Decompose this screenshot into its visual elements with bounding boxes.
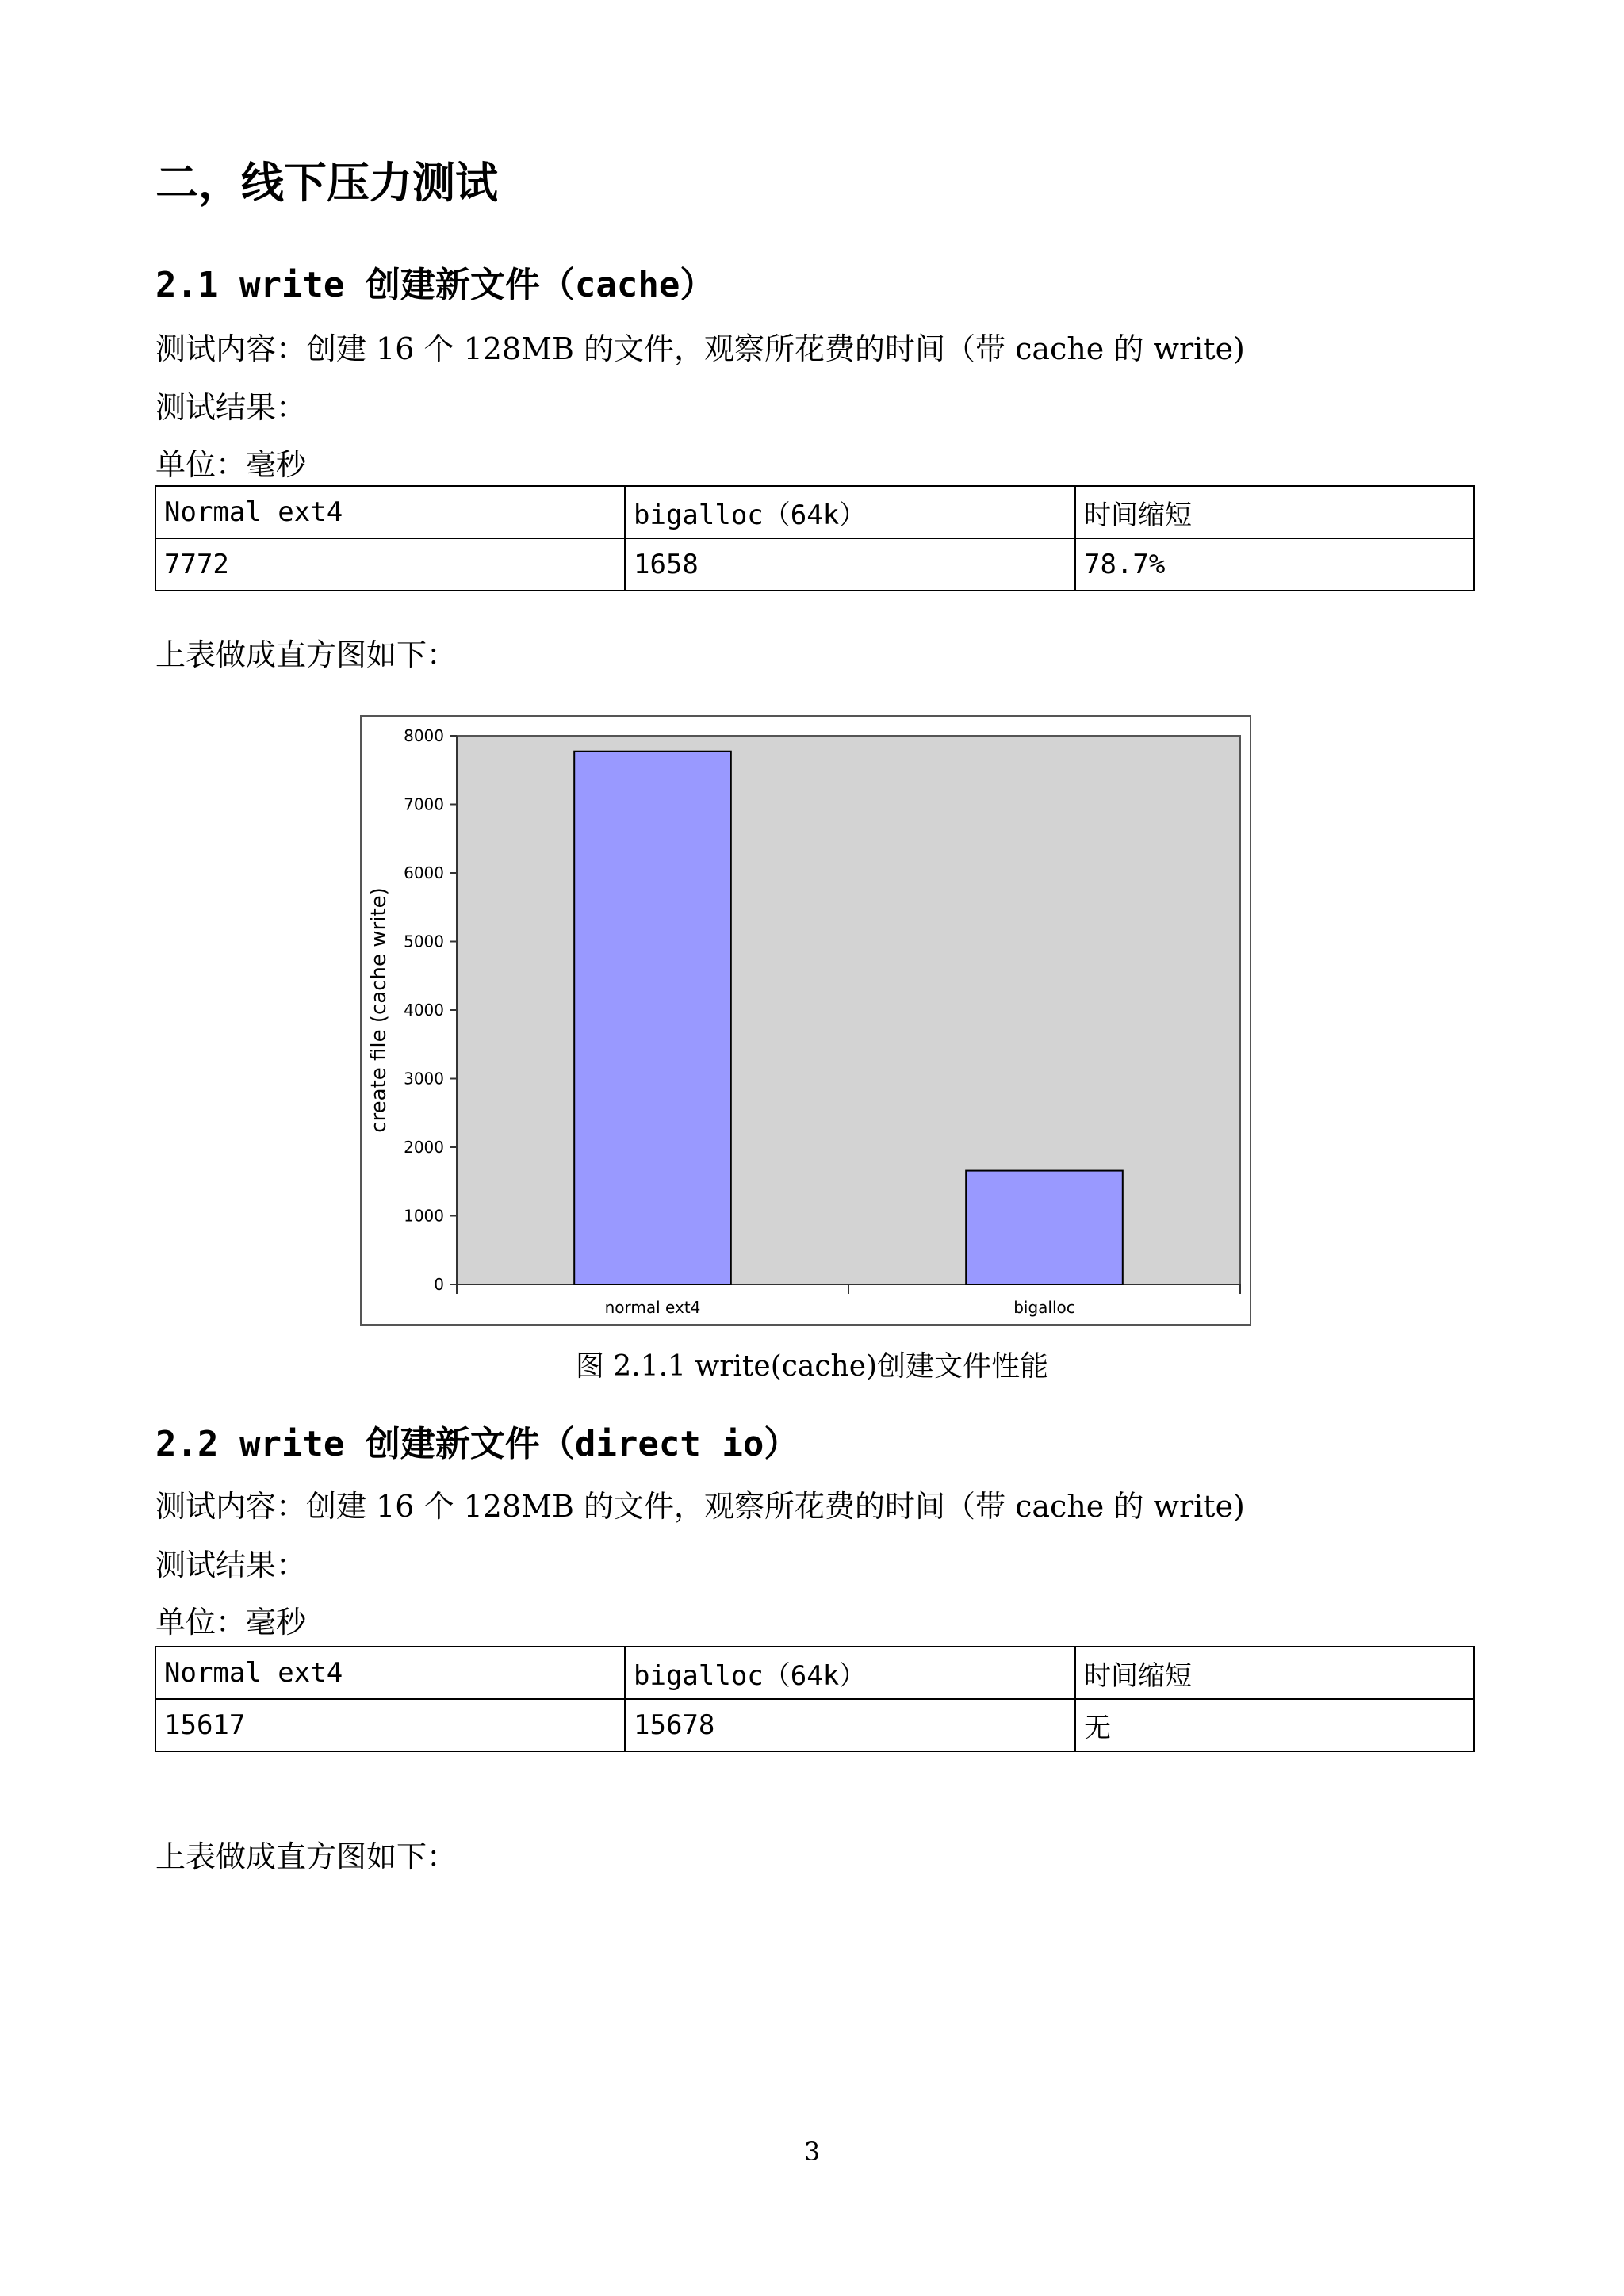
y-axis-label: create file (cache write) — [367, 887, 391, 1133]
y-tick-label: 7000 — [404, 794, 444, 814]
section-2-2-table — [155, 1646, 1475, 1752]
bar — [574, 752, 731, 1284]
table-row — [155, 1699, 1474, 1751]
section-2-2-heading: 2.2 write 创建新文件（direct io） — [155, 1424, 799, 1464]
table-header-cell: bigalloc（64k） — [625, 1647, 1075, 1699]
section-2-2-chart-intro: 上表做成直方图如下： — [155, 1839, 458, 1874]
table-header-cell: bigalloc（64k） — [625, 486, 1075, 538]
table-header-cell: 时间缩短 — [1075, 1647, 1474, 1699]
table-cell: 15678 — [625, 1699, 1075, 1751]
section-2-1-table — [155, 485, 1475, 591]
y-tick-label: 2000 — [404, 1138, 444, 1157]
table-cell: 无 — [1075, 1699, 1474, 1751]
table-cell: 78.7% — [1075, 538, 1474, 591]
section-2-1-description: 测试内容：创建 16 个 128MB 的文件，观察所花费的时间（带 cache 的 write) — [155, 331, 1245, 366]
table-header-cell: Normal ext4 — [155, 1647, 625, 1699]
y-tick-label: 8000 — [404, 726, 444, 745]
y-tick-label: 3000 — [404, 1069, 444, 1089]
table-header-cell: 时间缩短 — [1075, 486, 1474, 538]
y-tick-label: 0 — [434, 1275, 444, 1294]
section-title: 二，线下压力测试 — [155, 158, 498, 208]
section-2-2-description: 测试内容：创建 16 个 128MB 的文件，观察所花费的时间（带 cache 的 write) — [155, 1489, 1245, 1524]
section-2-1-unit: 单位：毫秒 — [155, 447, 307, 482]
y-tick-label: 6000 — [404, 863, 444, 882]
figure-caption: 图 2.1.1 write(cache)创建文件性能 — [575, 1350, 1049, 1383]
y-tick-label: 5000 — [404, 932, 444, 951]
table-cell: 1658 — [625, 538, 1075, 591]
table-cell: 15617 — [155, 1699, 625, 1751]
page-number: 3 — [803, 2137, 821, 2167]
y-tick-label: 1000 — [404, 1206, 444, 1226]
table-cell: 7772 — [155, 538, 625, 591]
x-tick-label: normal ext4 — [604, 1298, 701, 1317]
table-row — [155, 538, 1474, 591]
y-tick-label: 4000 — [404, 1001, 444, 1020]
table-header-row — [155, 486, 1474, 538]
bar-chart — [362, 717, 1250, 1324]
table-header-cell: Normal ext4 — [155, 486, 625, 538]
section-2-1-heading: 2.1 write 创建新文件（cache） — [155, 265, 715, 305]
bar — [966, 1171, 1123, 1284]
x-tick-label: bigalloc — [1013, 1298, 1075, 1317]
table-header-row — [155, 1647, 1474, 1699]
section-2-2-unit: 单位：毫秒 — [155, 1605, 307, 1640]
section-2-1-chart-intro: 上表做成直方图如下： — [155, 637, 458, 672]
section-2-2-result-label: 测试结果： — [155, 1548, 307, 1582]
section-2-1-result-label: 测试结果： — [155, 390, 307, 425]
bar-chart-frame — [360, 715, 1251, 1326]
